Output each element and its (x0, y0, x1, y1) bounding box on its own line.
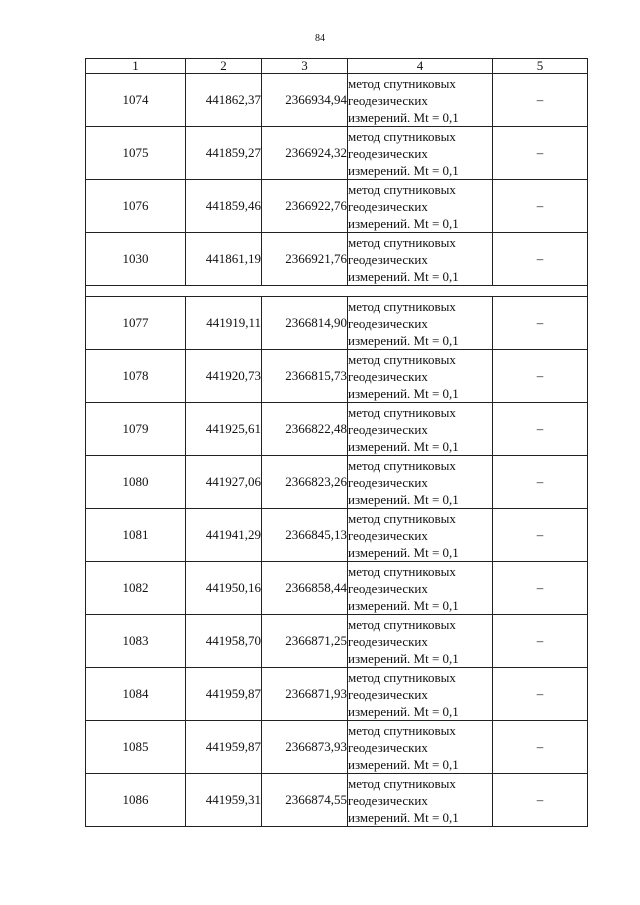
separator-cell (86, 286, 588, 297)
method-line: измерений. Mt = 0,1 (348, 703, 459, 719)
table-body (86, 74, 588, 827)
x-coordinate: 441950,16 (186, 562, 262, 615)
method-description (348, 668, 493, 721)
method-line: геодезических (348, 527, 428, 543)
y-coordinate: 2366873,93 (262, 721, 348, 774)
table-row (86, 350, 588, 403)
table-row (86, 562, 588, 615)
table-row (86, 456, 588, 509)
note-cell: – (493, 180, 588, 233)
note-cell: – (493, 562, 588, 615)
method-line: измерений. Mt = 0,1 (348, 438, 459, 454)
y-coordinate: 2366823,26 (262, 456, 348, 509)
note-cell: – (493, 509, 588, 562)
y-coordinate: 2366845,13 (262, 509, 348, 562)
x-coordinate: 441859,27 (186, 127, 262, 180)
method-line: геодезических (348, 368, 428, 384)
y-coordinate: 2366922,76 (262, 180, 348, 233)
method-line: геодезических (348, 145, 428, 161)
method-line: геодезических (348, 421, 428, 437)
point-number: 1083 (86, 615, 186, 668)
method-line: геодезических (348, 474, 428, 490)
method-description (348, 74, 493, 127)
y-coordinate: 2366871,25 (262, 615, 348, 668)
header-col-2: 2 (186, 59, 262, 74)
method-line: метод спутниковых (348, 181, 456, 197)
point-number: 1082 (86, 562, 186, 615)
table-row (86, 509, 588, 562)
y-coordinate: 2366871,93 (262, 668, 348, 721)
method-line: измерений. Mt = 0,1 (348, 109, 459, 125)
method-line: измерений. Mt = 0,1 (348, 268, 459, 284)
point-number: 1075 (86, 127, 186, 180)
note-cell: – (493, 350, 588, 403)
x-coordinate: 441941,29 (186, 509, 262, 562)
note-cell: – (493, 456, 588, 509)
note-cell: – (493, 127, 588, 180)
method-line: измерений. Mt = 0,1 (348, 544, 459, 560)
method-line: геодезических (348, 792, 428, 808)
method-line: измерений. Mt = 0,1 (348, 756, 459, 772)
x-coordinate: 441919,11 (186, 297, 262, 350)
table-row (86, 721, 588, 774)
table-row (86, 615, 588, 668)
method-line: метод спутниковых (348, 75, 456, 91)
method-line: метод спутниковых (348, 457, 456, 473)
method-line: измерений. Mt = 0,1 (348, 650, 459, 666)
coordinates-table (85, 58, 588, 827)
y-coordinate: 2366858,44 (262, 562, 348, 615)
method-line: метод спутниковых (348, 775, 456, 791)
table-header-row (86, 59, 588, 74)
table-row (86, 233, 588, 286)
header-col-1: 1 (86, 59, 186, 74)
x-coordinate: 441959,31 (186, 774, 262, 827)
method-line: геодезических (348, 580, 428, 596)
x-coordinate: 441958,70 (186, 615, 262, 668)
method-line: геодезических (348, 739, 428, 755)
method-line: геодезических (348, 198, 428, 214)
y-coordinate: 2366874,55 (262, 774, 348, 827)
note-cell: – (493, 668, 588, 721)
point-number: 1030 (86, 233, 186, 286)
table-row (86, 74, 588, 127)
x-coordinate: 441920,73 (186, 350, 262, 403)
method-line: метод спутниковых (348, 510, 456, 526)
point-number: 1078 (86, 350, 186, 403)
method-line: геодезических (348, 315, 428, 331)
page-number: 84 (315, 33, 325, 44)
x-coordinate: 441927,06 (186, 456, 262, 509)
header-col-3: 3 (262, 59, 348, 74)
x-coordinate: 441959,87 (186, 668, 262, 721)
x-coordinate: 441859,46 (186, 180, 262, 233)
y-coordinate: 2366815,73 (262, 350, 348, 403)
method-line: геодезических (348, 686, 428, 702)
method-description (348, 562, 493, 615)
y-coordinate: 2366921,76 (262, 233, 348, 286)
method-line: метод спутниковых (348, 616, 456, 632)
method-line: измерений. Mt = 0,1 (348, 385, 459, 401)
point-number: 1076 (86, 180, 186, 233)
method-description (348, 615, 493, 668)
note-cell: – (493, 74, 588, 127)
note-cell: – (493, 721, 588, 774)
method-line: метод спутниковых (348, 722, 456, 738)
method-line: метод спутниковых (348, 404, 456, 420)
group-separator-row (86, 286, 588, 297)
x-coordinate: 441861,19 (186, 233, 262, 286)
method-line: измерений. Mt = 0,1 (348, 215, 459, 231)
table-row (86, 127, 588, 180)
header-col-5: 5 (493, 59, 588, 74)
method-description (348, 774, 493, 827)
x-coordinate: 441925,61 (186, 403, 262, 456)
point-number: 1079 (86, 403, 186, 456)
method-description (348, 297, 493, 350)
point-number: 1086 (86, 774, 186, 827)
note-cell: – (493, 233, 588, 286)
point-number: 1074 (86, 74, 186, 127)
table-row (86, 297, 588, 350)
method-description (348, 233, 493, 286)
table-row (86, 668, 588, 721)
method-line: измерений. Mt = 0,1 (348, 162, 459, 178)
method-description (348, 127, 493, 180)
y-coordinate: 2366934,94 (262, 74, 348, 127)
method-description (348, 403, 493, 456)
method-line: геодезических (348, 251, 428, 267)
point-number: 1085 (86, 721, 186, 774)
y-coordinate: 2366822,48 (262, 403, 348, 456)
y-coordinate: 2366924,32 (262, 127, 348, 180)
method-description (348, 350, 493, 403)
method-line: метод спутниковых (348, 669, 456, 685)
method-description (348, 509, 493, 562)
method-line: метод спутниковых (348, 298, 456, 314)
method-description (348, 721, 493, 774)
point-number: 1081 (86, 509, 186, 562)
x-coordinate: 441862,37 (186, 74, 262, 127)
x-coordinate: 441959,87 (186, 721, 262, 774)
method-description (348, 456, 493, 509)
method-line: метод спутниковых (348, 563, 456, 579)
note-cell: – (493, 615, 588, 668)
note-cell: – (493, 403, 588, 456)
point-number: 1077 (86, 297, 186, 350)
method-line: метод спутниковых (348, 234, 456, 250)
method-line: геодезических (348, 633, 428, 649)
note-cell: – (493, 297, 588, 350)
table-row (86, 180, 588, 233)
method-line: метод спутниковых (348, 351, 456, 367)
note-cell: – (493, 774, 588, 827)
method-description (348, 180, 493, 233)
method-line: измерений. Mt = 0,1 (348, 491, 459, 507)
method-line: измерений. Mt = 0,1 (348, 809, 459, 825)
method-line: метод спутниковых (348, 128, 456, 144)
point-number: 1084 (86, 668, 186, 721)
table-row (86, 403, 588, 456)
y-coordinate: 2366814,90 (262, 297, 348, 350)
method-line: геодезических (348, 92, 428, 108)
point-number: 1080 (86, 456, 186, 509)
table-row (86, 774, 588, 827)
method-line: измерений. Mt = 0,1 (348, 597, 459, 613)
header-col-4: 4 (348, 59, 493, 74)
method-line: измерений. Mt = 0,1 (348, 332, 459, 348)
